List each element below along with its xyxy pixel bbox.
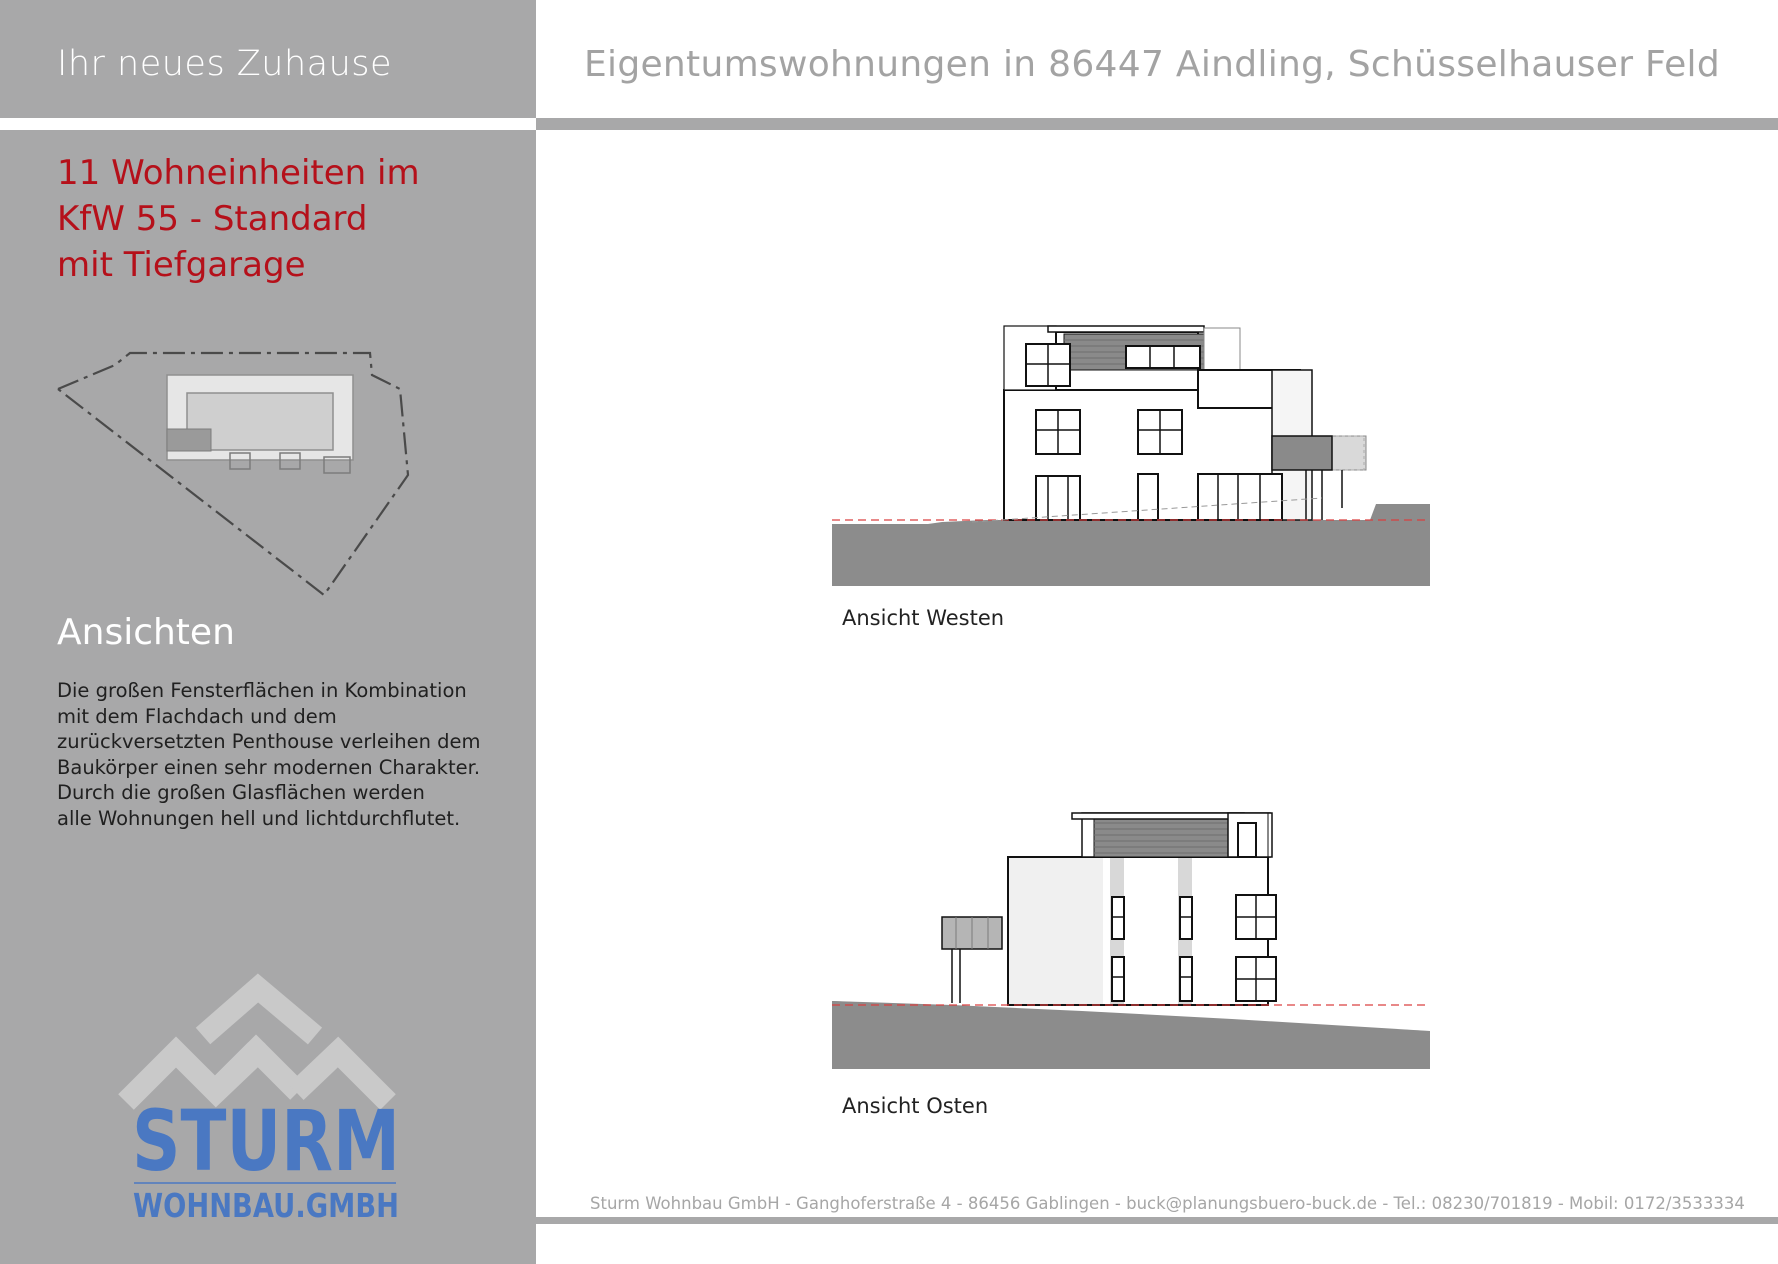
page-title: Eigentumswohnungen in 86447 Aindling, Schüsselhauser Feld	[583, 44, 1720, 85]
footer-contact: Sturm Wohnbau GmbH - Ganghoferstraße 4 - 86456 Gablingen - buck@planungsbuero-buck.de - Tel.: 08230/701819 - Mobil: 0172/3533334	[590, 1194, 1745, 1213]
elevation-west-drawing	[832, 320, 1432, 590]
description-line: mit dem Flachdach und dem	[57, 704, 337, 728]
description-line: Durch die großen Glasflächen werden	[57, 781, 425, 804]
subtitle-line: mit Tiefgarage	[57, 245, 306, 285]
description-line: Die großen Fensterflächen in Kombination	[57, 679, 467, 702]
caption-west: Ansicht Westen	[842, 606, 1005, 630]
project-subtitle	[57, 150, 517, 288]
description-line: alle Wohnungen hell und lichtdurchflutet.	[57, 806, 461, 830]
logo-wordmark: STURM	[132, 1092, 400, 1190]
description-line: Baukörper einen sehr modernen Charakter.	[57, 755, 481, 779]
caption-east: Ansicht Osten	[842, 1094, 989, 1118]
company-logo	[118, 980, 418, 1230]
elevation-east-drawing	[832, 805, 1432, 1070]
logo-subline: WOHNBAU.GMBH	[133, 1186, 399, 1225]
subtitle-line: 11 Wohneinheiten im	[57, 153, 420, 193]
section-heading: Ansichten	[57, 612, 235, 653]
description-text	[57, 678, 497, 831]
header-divider	[536, 118, 1778, 130]
subtitle-line: KfW 55 - Standard	[57, 199, 368, 239]
description-line: zurückversetzten Penthouse verleihen dem	[57, 730, 481, 753]
site-plan-diagram	[50, 345, 430, 605]
footer-divider	[536, 1217, 1778, 1224]
header-tagline: Ihr neues Zuhause	[57, 44, 393, 84]
